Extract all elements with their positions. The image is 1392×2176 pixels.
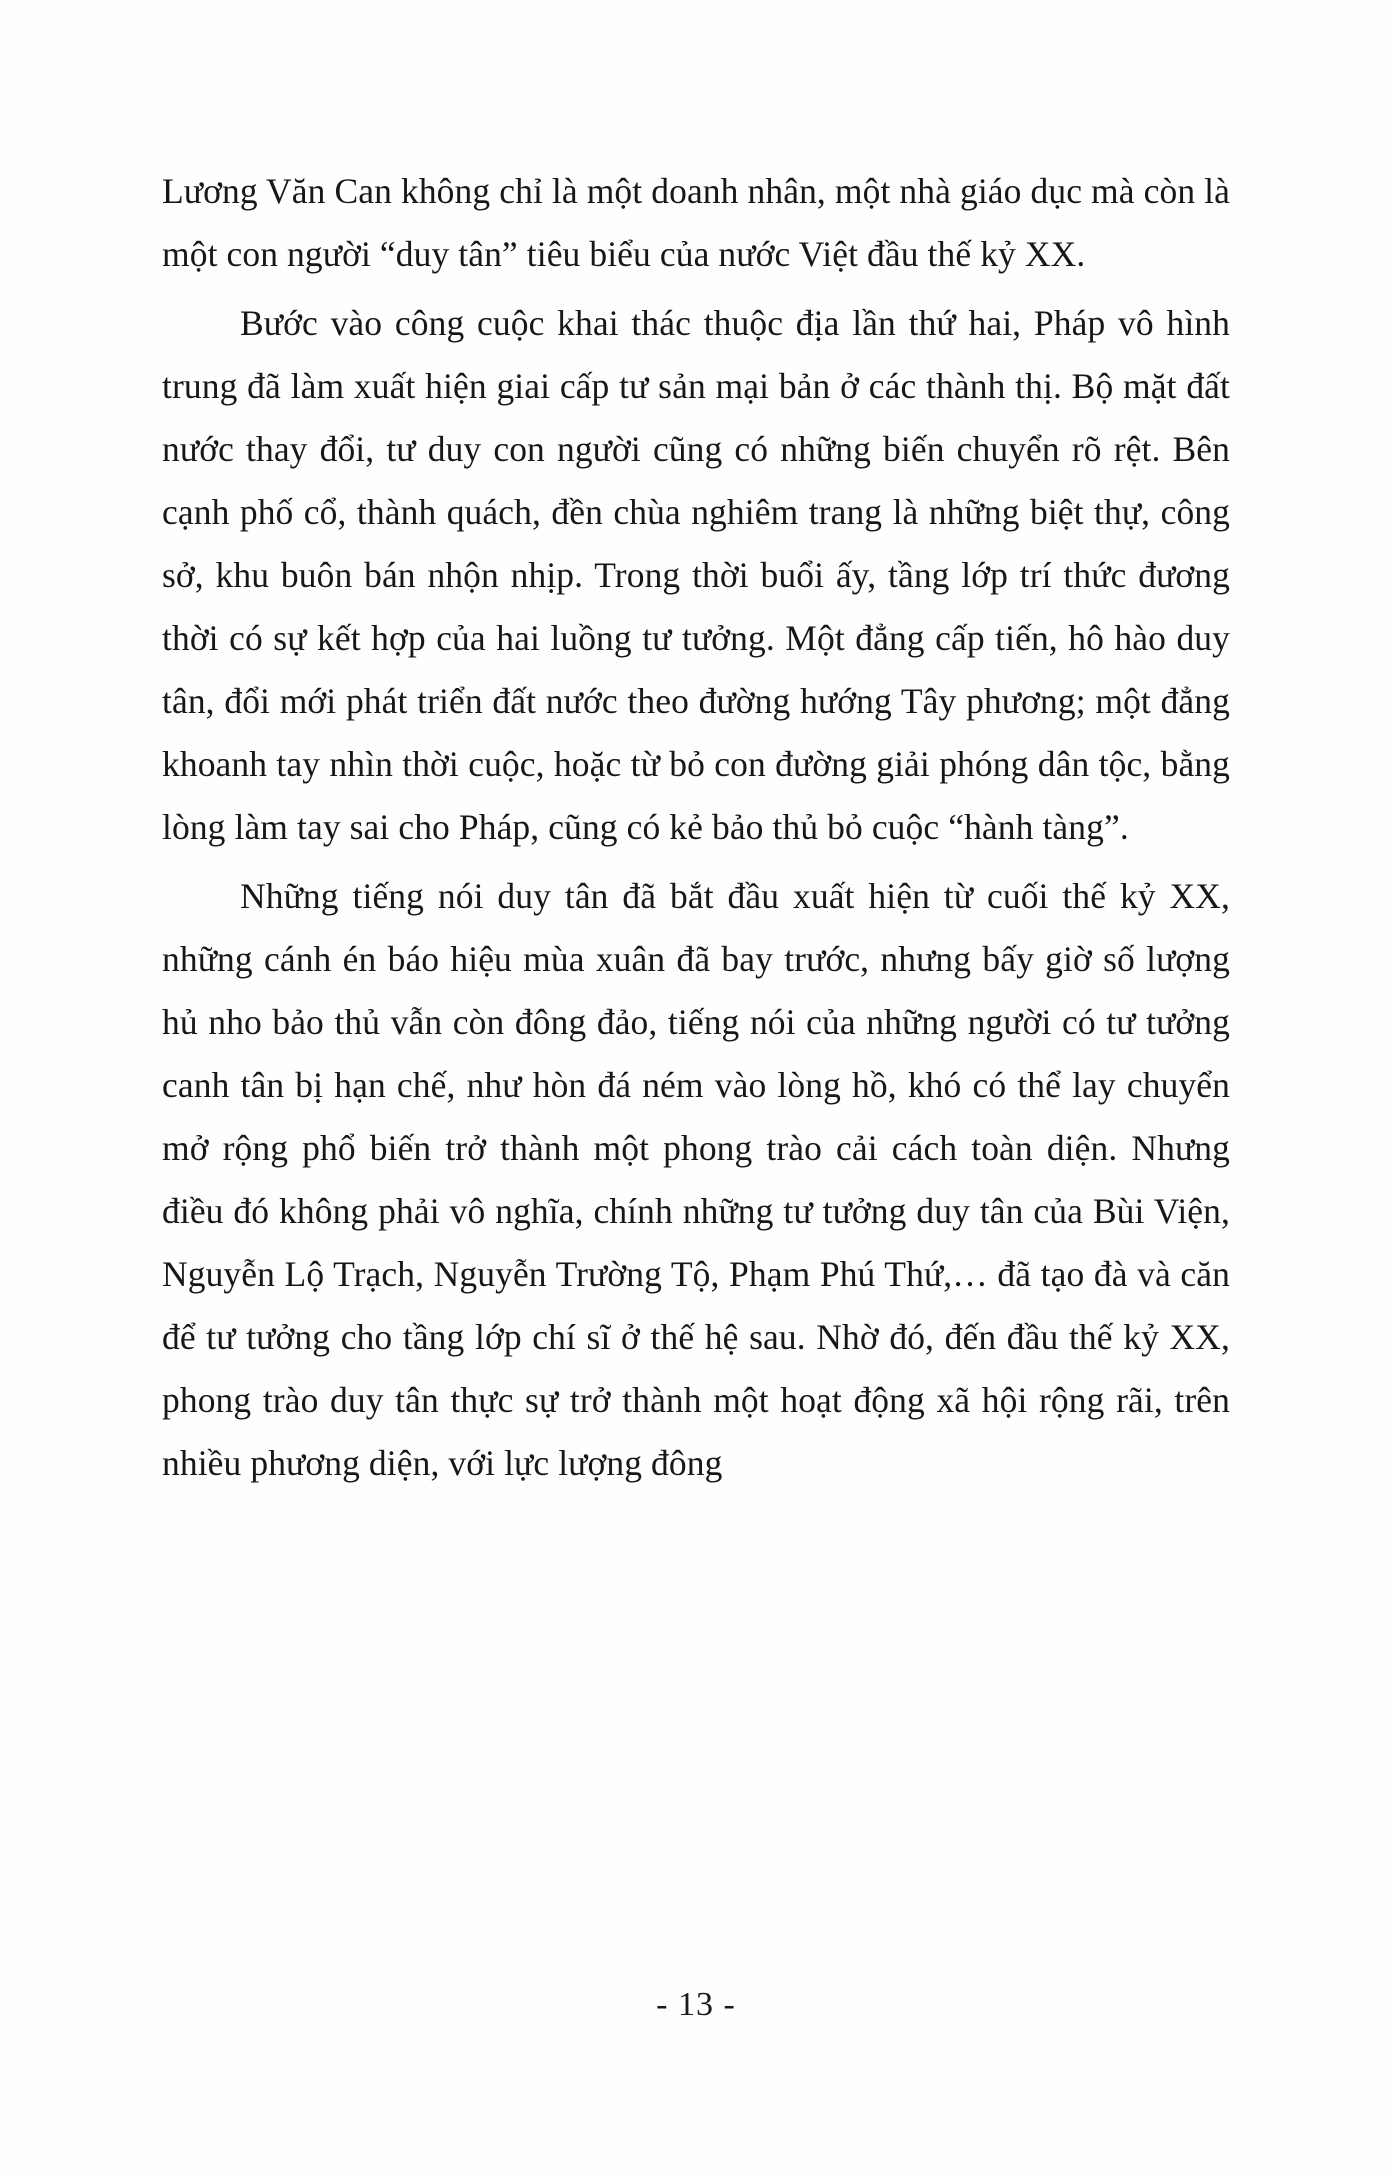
page-number: - 13 - xyxy=(656,1986,736,2023)
page-text-body xyxy=(162,160,1230,1501)
paragraph: Những tiếng nói duy tân đã bắt đầu xuất hiện từ cuối thế kỷ XX, những cánh én báo hiệu mùa xuân đã bay trước, nhưng bấy giờ số lượng hủ nho bảo thủ vẫn còn đông đảo, tiếng nói của những người có tư tưởng canh tân bị hạn chế, như hòn đá ném vào lòng hồ, khó có thể lay chuyển mở rộng phổ biến trở thành một phong trào cải cách toàn diện. Nhưng điều đó không phải vô nghĩa, chính những tư tưởng duy tân của Bùi Viện, Nguyễn Lộ Trạch, Nguyễn Trường Tộ, Phạm Phú Thứ,… đã tạo đà và căn để tư tưởng cho tầng lớp chí sĩ ở thế hệ sau. Nhờ đó, đến đầu thế kỷ XX, phong trào duy tân thực sự trở thành một hoạt động xã hội rộng rãi, trên nhiều phương diện, với lực lượng đông xyxy=(162,876,1230,1483)
paragraph: Lương Văn Can không chỉ là một doanh nhân, một nhà giáo dục mà còn là một con người “duy tân” tiêu biểu của nước Việt đầu thế kỷ XX. xyxy=(162,171,1230,274)
paragraph: Bước vào công cuộc khai thác thuộc địa lần thứ hai, Pháp vô hình trung đã làm xuất hiện giai cấp tư sản mại bản ở các thành thị. Bộ mặt đất nước thay đổi, tư duy con người cũng có những biến chuyển rõ rệt. Bên cạnh phố cổ, thành quách, đền chùa nghiêm trang là những biệt thự, công sở, khu buôn bán nhộn nhịp. Trong thời buổi ấy, tầng lớp trí thức đương thời có sự kết hợp của hai luồng tư tưởng. Một đẳng cấp tiến, hô hào duy tân, đổi mới phát triển đất nước theo đường hướng Tây phương; một đẳng khoanh tay nhìn thời cuộc, hoặc từ bỏ con đường giải phóng dân tộc, bằng lòng làm tay sai cho Pháp, cũng có kẻ bảo thủ bỏ cuộc “hành tàng”. xyxy=(162,303,1230,847)
